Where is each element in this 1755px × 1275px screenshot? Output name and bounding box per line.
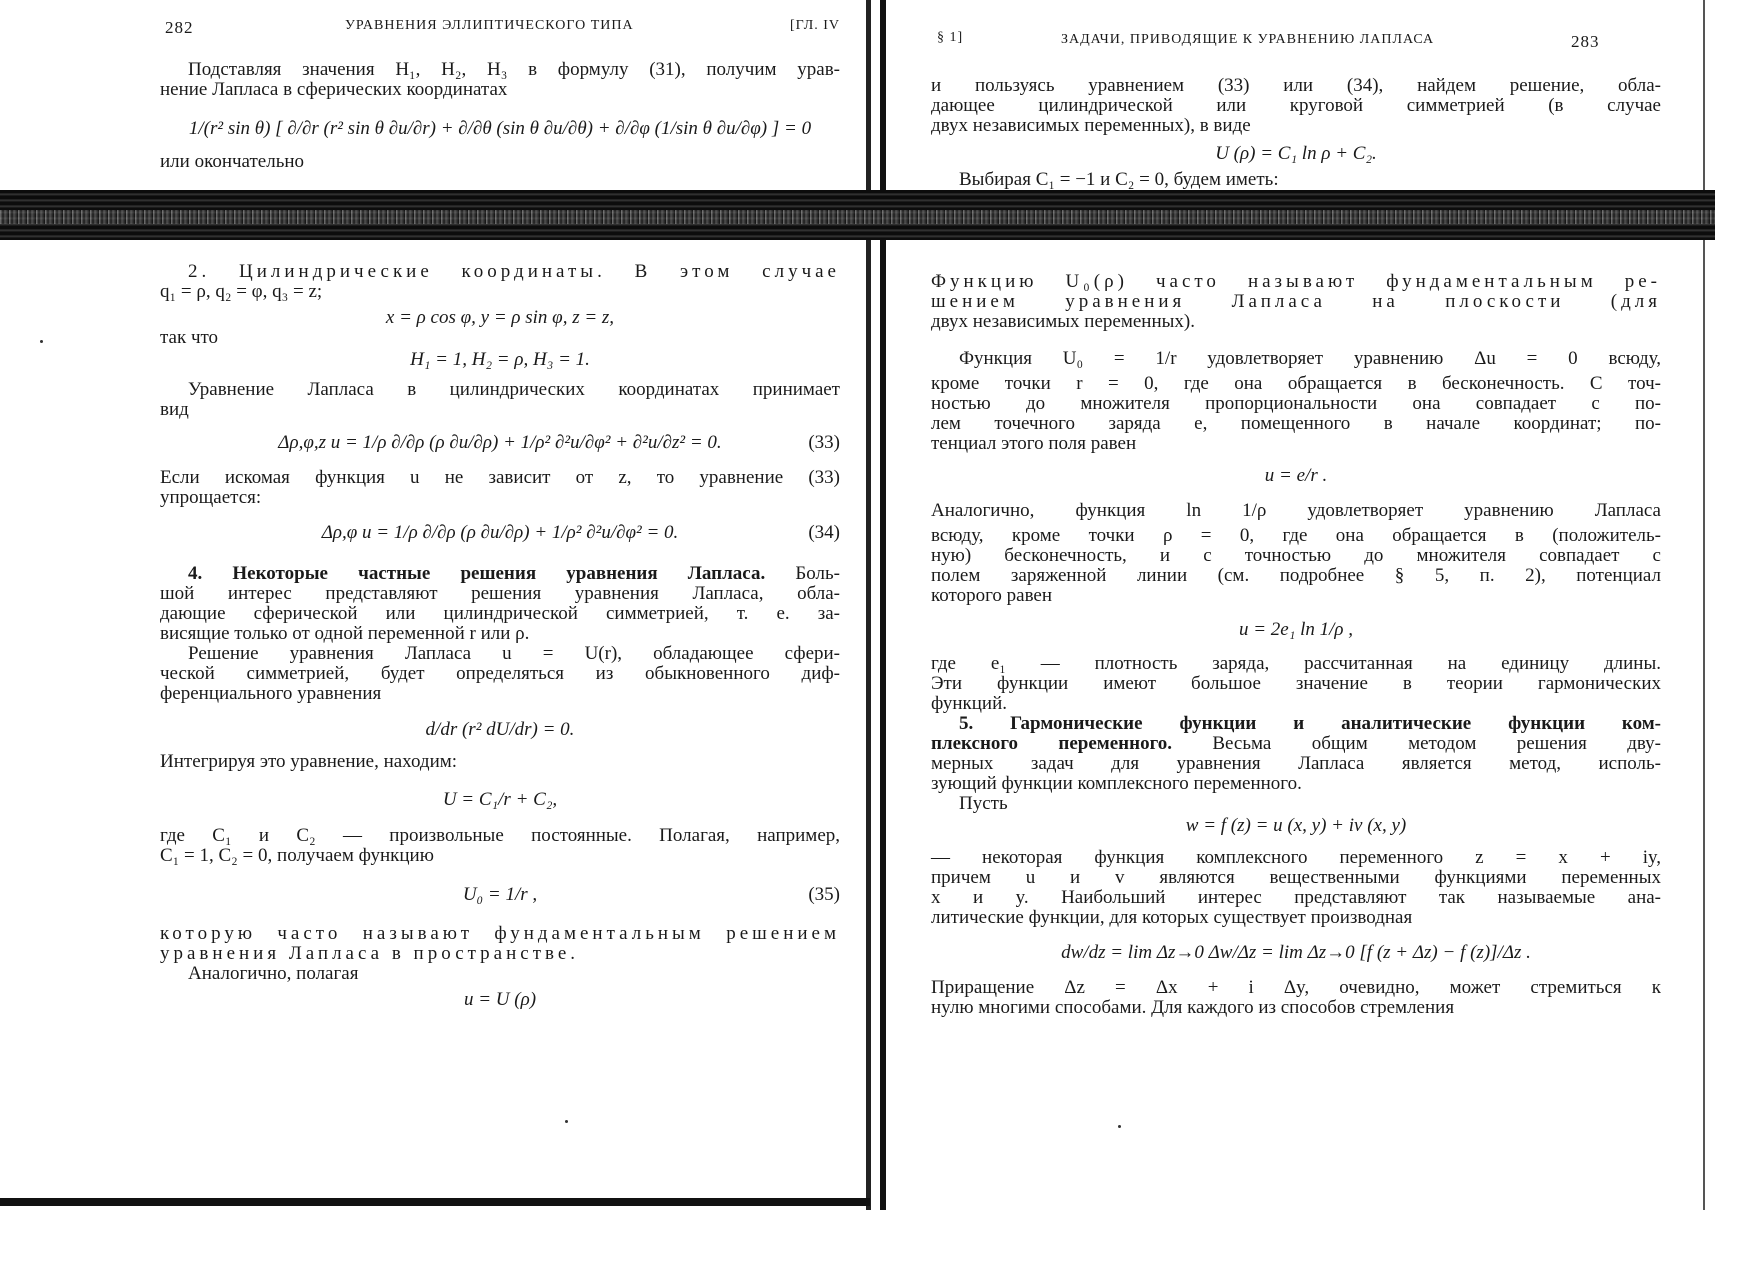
- cylindrical-q-line: q₁ = ρ, q₂ = φ, q₃ = z;: [160, 281, 323, 302]
- left-chapter-ref: [ГЛ. IV: [790, 18, 840, 33]
- equation-33: Δρ,φ,z u = 1/ρ ∂/∂ρ (ρ ∂u/∂ρ) + 1/ρ² ∂²u/∂φ² + ∂²u/∂z² = 0.: [278, 432, 722, 453]
- section-5-title-end: плексного переменного.: [931, 733, 1172, 754]
- solution-line: ференциального уравнения: [160, 683, 382, 704]
- complex-line: x и y. Наибольший интерес представляют так называемые ана-: [931, 887, 1661, 908]
- analog-line: полем заряженной линии (см. подробнее § 5, п. 2), потенциал: [931, 565, 1661, 586]
- fundamental-plane-line: шением уравнения Лапласа на плоскости (для: [931, 291, 1661, 312]
- w-formula: w = f (z) = u (x, y) + iv (x, y): [1185, 815, 1407, 836]
- right-top-block: [931, 76, 1661, 190]
- section-4-first-line: [160, 564, 840, 584]
- if-independent-line: Если искомая функция u не зависит от z, то уравнение (33): [160, 467, 840, 488]
- solution-line: Решение уравнения Лапласа u = U(r), обладающее сфери-: [188, 643, 840, 664]
- analog-line: всюду, кроме точки ρ = 0, где она обращается в (положитель-: [931, 525, 1661, 546]
- left-top-line: Подставляя значения H₁, H₂, H₃ в формулу (31), получим урав-: [188, 59, 840, 80]
- section-5-second-line: [931, 734, 1661, 754]
- section-5-line: мерных задач для уравнения Лапласа является метод, исполь-: [931, 753, 1661, 774]
- spherical-laplace-formula: 1/(r² sin θ) [ ∂/∂r (r² sin θ ∂u/∂r) + ∂/∂θ (sin θ ∂u/∂θ) + ∂/∂φ (1/sin θ ∂u/∂φ) ] = 0: [188, 118, 812, 139]
- scan-artifact-band: [0, 190, 1715, 240]
- equation-34-number: (34): [808, 522, 840, 543]
- right-cut-line: Выбирая C₁ = −1 и C₂ = 0, будем иметь:: [959, 169, 1279, 190]
- similarly-text: Аналогично, полагая: [188, 963, 359, 984]
- right-top-line: дающее цилиндрической или круговой симметрией (в случае: [931, 95, 1661, 116]
- scan-speck: [565, 1120, 568, 1123]
- cylindrical-xyz-formula: x = ρ cos φ, y = ρ sin φ, z = z,: [385, 307, 615, 328]
- equation-34-row: [160, 518, 840, 548]
- section-4-line: висящие только от одной переменной r или ρ.: [160, 623, 530, 644]
- analog-line: ную) бесконечность, и с точностью до множителя совпадает с: [931, 545, 1661, 566]
- cylindrical-heading: 2. Цилиндрические координаты. В этом случае: [188, 261, 840, 282]
- section-5-title: 5. Гармонические функции и аналитические функции ком-: [959, 713, 1661, 734]
- left-page-bottom-edge: [0, 1198, 870, 1206]
- section-4-line: шой интерес представляют решения уравнения Лапласа, обла-: [160, 583, 840, 604]
- u-solution-formula: U = C₁/r + C₂,: [442, 789, 558, 810]
- u-rho-formula: u = U (ρ): [463, 989, 537, 1010]
- analog-line: Аналогично, функция ln 1/ρ удовлетворяет уравнению Лапласа: [931, 500, 1661, 521]
- equation-33-number: (33): [808, 432, 840, 453]
- complex-line: причем u и v являются вещественными функциями переменных: [931, 867, 1661, 888]
- u-line-charge-formula: u = 2e₁ ln 1/ρ ,: [1238, 619, 1354, 640]
- analog-line: которого равен: [931, 585, 1053, 606]
- section-5-line: зующий функции комплексного переменного.: [931, 773, 1302, 794]
- fundamental-plane-line: Функцию U₀(ρ) часто называют фундаментальным ре-: [931, 271, 1661, 292]
- solution-line: ческой симметрией, будет определяться из обыкновенного диф-: [160, 663, 840, 684]
- cylindrical-h-formula: H₁ = 1, H₂ = ρ, H₃ = 1.: [410, 349, 590, 370]
- right-running-title: ЗАДАЧИ, ПРИВОДЯЩИЕ К УРАВНЕНИЮ ЛАПЛАСА: [1061, 32, 1435, 47]
- density-line: где e₁ — плотность заряда, рассчитанная на единицу длины.: [931, 653, 1661, 674]
- laplace-cyl-line: вид: [160, 399, 189, 420]
- scan-speck: [1118, 1125, 1121, 1128]
- integrating-text: Интегрируя это уравнение, находим:: [160, 751, 458, 772]
- function-u0-line: Функция U₀ = 1/r удовлетворяет уравнению Δu = 0 всюду,: [959, 348, 1661, 369]
- u-log-formula: U (ρ) = C₁ ln ρ + C₂.: [1215, 143, 1377, 164]
- if-independent-line: упрощается:: [160, 487, 262, 508]
- point-line: кроме точки r = 0, где она обращается в бесконечность. С точ-: [931, 373, 1661, 394]
- density-line: функций.: [931, 693, 1007, 714]
- scan-speck: [40, 340, 43, 343]
- fundamental-line: уравнения Лапласа в пространстве.: [160, 943, 580, 964]
- derivative-formula: dw/dz = lim Δz→0 Δw/Δz = lim Δz→0 [f (z + Δz) − f (z)]/Δz .: [1061, 942, 1531, 963]
- fundamental-line: которую часто называют фундаментальным решением: [160, 923, 840, 944]
- ode-formula: d/dr (r² dU/dr) = 0.: [425, 719, 575, 740]
- u-e-over-r-formula: u = e/r .: [1264, 465, 1328, 486]
- equation-35-number: (35): [808, 884, 840, 905]
- equation-35-row: [160, 880, 840, 910]
- where-line: где C₁ и C₂ — произвольные постоянные. Полагая, например,: [160, 825, 840, 846]
- point-line: лем точечного заряда e, помещенного в начале координат; по-: [931, 413, 1661, 434]
- density-line: Эти функции имеют большое значение в теории гармонических: [931, 673, 1661, 694]
- right-top-line: двух независимых переменных), в виде: [931, 115, 1251, 136]
- section-4-line: дающие сферической или цилиндрической симметрией, т. е. за-: [160, 603, 840, 624]
- right-section-ref: § 1]: [937, 30, 964, 45]
- complex-line: — некоторая функция комплексного переменного z = x + iy,: [931, 847, 1661, 868]
- increment-line: Приращение Δz = Δx + i Δy, очевидно, может стремиться к: [931, 977, 1661, 998]
- right-main-block: [931, 272, 1661, 1018]
- right-page: [866, 0, 1705, 1210]
- left-page-number: 282: [165, 18, 194, 37]
- section-4-continuation: Боль-: [795, 563, 841, 584]
- left-cut-line: или окончательно: [160, 151, 305, 172]
- increment-line: нулю многими способами. Для каждого из способов стремления: [931, 997, 1455, 1018]
- left-main-block: [160, 262, 840, 1010]
- point-line: тенциал этого поля равен: [931, 433, 1137, 454]
- fundamental-plane-line: двух независимых переменных).: [931, 311, 1195, 332]
- complex-line: литические функции, для которых существует производная: [931, 907, 1413, 928]
- where-line: C₁ = 1, C₂ = 0, получаем функцию: [160, 845, 434, 866]
- left-running-title: УРАВНЕНИЯ ЭЛЛИПТИЧЕСКОГО ТИПА: [345, 18, 634, 33]
- point-line: ностью до множителя пропорциональности она совпадает с по-: [931, 393, 1661, 414]
- left-page: [10, 0, 886, 1210]
- right-page-number: 283: [1571, 32, 1600, 51]
- laplace-cyl-line: Уравнение Лапласа в цилиндрических координатах принимает: [188, 379, 840, 400]
- let-text: Пусть: [959, 793, 1008, 814]
- left-top-line: нение Лапласа в сферических координатах: [160, 79, 508, 100]
- equation-33-row: [160, 428, 840, 458]
- section-5-continuation: Весьма общим методом решения дву-: [1171, 733, 1662, 754]
- section-4-title: 4. Некоторые частные решения уравнения Лапласа.: [188, 563, 766, 584]
- equation-34: Δρ,φ u = 1/ρ ∂/∂ρ (ρ ∂u/∂ρ) + 1/ρ² ∂²u/∂φ² = 0.: [321, 522, 679, 543]
- so-that-text: так что: [160, 327, 219, 348]
- left-top-block: [160, 60, 840, 172]
- scan-noise: [0, 210, 1715, 224]
- right-top-line: и пользуясь уравнением (33) или (34), найдем решение, обла-: [931, 75, 1661, 96]
- equation-35: U₀ = 1/r ,: [462, 884, 538, 905]
